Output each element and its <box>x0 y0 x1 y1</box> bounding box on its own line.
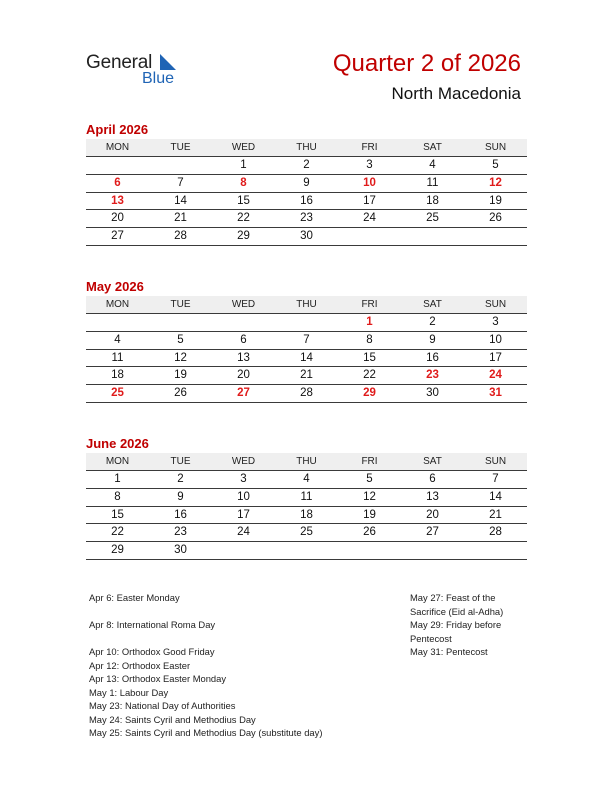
weekday-label: FRI <box>361 142 378 153</box>
weekday-label: SUN <box>484 142 507 153</box>
empty-day-cell <box>338 228 401 245</box>
day-cell: 18 <box>300 508 313 521</box>
logo-triangle-icon <box>160 54 176 70</box>
day-cell: 23 <box>174 526 187 539</box>
day-cell: 3 <box>240 473 247 485</box>
day-cell: 17 <box>363 194 376 207</box>
day-cell: 18 <box>426 194 439 207</box>
day-cell: 22 <box>363 369 376 382</box>
day-cell: 19 <box>174 369 187 382</box>
day-cell: 17 <box>489 351 502 364</box>
day-cell: 26 <box>174 387 187 400</box>
weekday-label: MON <box>105 142 130 153</box>
day-cell: 31 <box>489 387 502 400</box>
empty-day-cell <box>275 314 338 331</box>
empty-day-cell <box>212 542 275 559</box>
week-row <box>86 314 527 332</box>
day-cell: 24 <box>237 526 250 539</box>
day-cell: 11 <box>111 351 124 364</box>
day-cell: 16 <box>300 194 313 207</box>
month-title: June 2026 <box>86 436 149 451</box>
day-cell: 29 <box>237 230 250 243</box>
day-cell: 2 <box>303 159 310 171</box>
logo-text-general: General <box>86 52 153 73</box>
day-cell: 1 <box>240 159 247 171</box>
day-cell: 8 <box>366 333 373 346</box>
holiday-note: May 1: Labour Day <box>89 686 169 698</box>
week-row <box>86 367 527 385</box>
day-cell: 20 <box>426 508 439 521</box>
day-cell: 30 <box>426 387 439 400</box>
day-cell: 23 <box>300 212 313 225</box>
day-cell: 30 <box>174 544 187 557</box>
empty-day-cell <box>86 157 149 174</box>
day-cell: 28 <box>300 387 313 400</box>
day-cell: 20 <box>111 212 124 225</box>
day-cell: 2 <box>177 473 184 485</box>
holiday-note: Apr 10: Orthodox Good Friday <box>89 646 215 657</box>
holiday-note: May 24: Saints Cyril and Methodius Day <box>89 713 256 725</box>
day-cell: 16 <box>426 351 439 364</box>
weekday-label: MON <box>105 456 130 467</box>
holiday-note: Apr 12: Orthodox Easter <box>89 659 191 671</box>
week-row <box>86 542 527 560</box>
weekday-label: WED <box>231 142 256 153</box>
day-cell: 20 <box>237 369 250 382</box>
weekday-label: MON <box>105 299 130 310</box>
day-cell: 21 <box>300 369 313 382</box>
day-cell: 7 <box>492 473 499 485</box>
empty-day-cell <box>149 314 212 331</box>
empty-day-cell <box>464 542 527 559</box>
day-cell: 4 <box>429 159 436 171</box>
month-april <box>86 122 527 246</box>
weekday-label: THU <box>296 456 317 467</box>
day-cell: 21 <box>174 212 187 225</box>
day-cell: 9 <box>177 490 184 503</box>
weekday-label: SAT <box>423 142 442 153</box>
day-cell: 15 <box>363 351 376 364</box>
weekday-label: WED <box>231 456 256 467</box>
day-cell: 12 <box>363 490 376 503</box>
day-cell: 4 <box>114 333 121 346</box>
holiday-notes-left <box>89 591 389 740</box>
day-cell: 9 <box>429 333 436 346</box>
day-cell: 18 <box>111 369 124 382</box>
day-cell: 14 <box>300 351 313 364</box>
day-cell: 6 <box>114 176 121 189</box>
week-row <box>86 385 527 403</box>
day-cell: 23 <box>426 369 439 382</box>
week-row <box>86 471 527 489</box>
day-cell: 22 <box>111 526 124 539</box>
day-cell: 25 <box>111 387 124 400</box>
month-june <box>86 436 527 560</box>
week-row <box>86 489 527 507</box>
holiday-note <box>89 605 389 619</box>
day-cell: 14 <box>174 194 187 207</box>
week-row <box>86 175 527 193</box>
holiday-note: May 25: Saints Cyril and Methodius Day (substitute day) <box>89 727 323 738</box>
day-cell: 27 <box>111 230 124 243</box>
day-cell: 2 <box>429 316 436 328</box>
day-cell: 3 <box>366 159 373 171</box>
day-cell: 12 <box>174 351 187 364</box>
logo <box>86 52 186 92</box>
day-cell: 7 <box>177 176 184 189</box>
week-row <box>86 193 527 211</box>
weekday-label: THU <box>296 142 317 153</box>
day-cell: 30 <box>300 230 313 243</box>
day-cell: 29 <box>363 387 376 400</box>
week-row <box>86 228 527 246</box>
weekday-label: FRI <box>361 299 378 310</box>
day-cell: 24 <box>489 369 502 382</box>
day-cell: 27 <box>237 387 250 400</box>
empty-day-cell <box>464 228 527 245</box>
holiday-note: May 23: National Day of Authorities <box>89 700 236 711</box>
weekday-header-row <box>86 139 527 157</box>
day-cell: 10 <box>363 176 376 189</box>
day-cell: 12 <box>489 176 502 189</box>
day-cell: 6 <box>240 333 247 346</box>
empty-day-cell <box>401 228 464 245</box>
week-row <box>86 332 527 350</box>
calendar-grid <box>86 296 527 403</box>
day-cell: 26 <box>363 526 376 539</box>
weekday-label: WED <box>231 299 256 310</box>
day-cell: 10 <box>237 490 250 503</box>
day-cell: 8 <box>114 490 121 503</box>
holiday-note: Apr 8: International Roma Day <box>89 619 216 630</box>
month-title: May 2026 <box>86 279 144 294</box>
day-cell: 13 <box>426 490 439 503</box>
day-cell: 3 <box>492 316 499 328</box>
holiday-note: Apr 13: Orthodox Easter Monday <box>89 673 227 684</box>
day-cell: 21 <box>489 508 502 521</box>
weekday-label: TUE <box>170 456 191 467</box>
holiday-notes-right <box>410 591 522 659</box>
page-subtitle: North Macedonia <box>391 84 521 103</box>
day-cell: 19 <box>489 194 502 207</box>
week-row <box>86 210 527 228</box>
day-cell: 17 <box>237 508 250 521</box>
weekday-label: TUE <box>170 299 191 310</box>
weekday-label: SAT <box>423 299 442 310</box>
month-title: April 2026 <box>86 122 149 137</box>
weekday-label: SUN <box>484 456 507 467</box>
holiday-note: May 27: Feast of the Sacrifice (Eid al-Adha) <box>410 592 504 617</box>
day-cell: 1 <box>114 473 121 485</box>
day-cell: 5 <box>366 473 373 485</box>
day-cell: 26 <box>489 212 502 225</box>
day-cell: 6 <box>429 473 436 485</box>
day-cell: 13 <box>111 194 124 207</box>
day-cell: 15 <box>111 508 124 521</box>
week-row <box>86 507 527 525</box>
day-cell: 1 <box>366 316 373 328</box>
calendar-grid <box>86 139 527 246</box>
holiday-note: May 29: Friday before Pentecost <box>410 619 502 644</box>
month-may <box>86 279 527 403</box>
day-cell: 9 <box>303 176 310 189</box>
day-cell: 25 <box>426 212 439 225</box>
day-cell: 27 <box>426 526 439 539</box>
day-cell: 5 <box>177 333 184 346</box>
calendar-grid <box>86 453 527 560</box>
day-cell: 28 <box>174 230 187 243</box>
day-cell: 19 <box>363 508 376 521</box>
day-cell: 7 <box>303 333 310 346</box>
week-row <box>86 350 527 368</box>
empty-day-cell <box>401 542 464 559</box>
holiday-note: Apr 6: Easter Monday <box>89 592 180 603</box>
empty-day-cell <box>149 157 212 174</box>
day-cell: 22 <box>237 212 250 225</box>
weekday-label: SUN <box>484 299 507 310</box>
day-cell: 4 <box>303 473 310 485</box>
day-cell: 13 <box>237 351 250 364</box>
empty-day-cell <box>275 542 338 559</box>
empty-day-cell <box>86 314 149 331</box>
day-cell: 29 <box>111 544 124 557</box>
logo-text-blue: Blue <box>142 70 175 87</box>
day-cell: 16 <box>174 508 187 521</box>
weekday-label: THU <box>296 299 317 310</box>
empty-day-cell <box>212 314 275 331</box>
day-cell: 28 <box>489 526 502 539</box>
week-row <box>86 524 527 542</box>
weekday-label: FRI <box>361 456 378 467</box>
day-cell: 24 <box>363 212 376 225</box>
holiday-note: May 31: Pentecost <box>410 646 488 657</box>
day-cell: 11 <box>300 490 313 503</box>
day-cell: 14 <box>489 490 502 503</box>
weekday-label: TUE <box>170 142 191 153</box>
empty-day-cell <box>338 542 401 559</box>
day-cell: 5 <box>492 159 499 171</box>
page-title: Quarter 2 of 2026 <box>332 50 521 77</box>
day-cell: 10 <box>489 333 502 346</box>
holiday-note <box>89 632 389 646</box>
weekday-header-row <box>86 453 527 471</box>
day-cell: 15 <box>237 194 250 207</box>
day-cell: 25 <box>300 526 313 539</box>
week-row <box>86 157 527 175</box>
day-cell: 8 <box>240 176 247 189</box>
weekday-label: SAT <box>423 456 442 467</box>
weekday-header-row <box>86 296 527 314</box>
day-cell: 11 <box>426 176 439 189</box>
